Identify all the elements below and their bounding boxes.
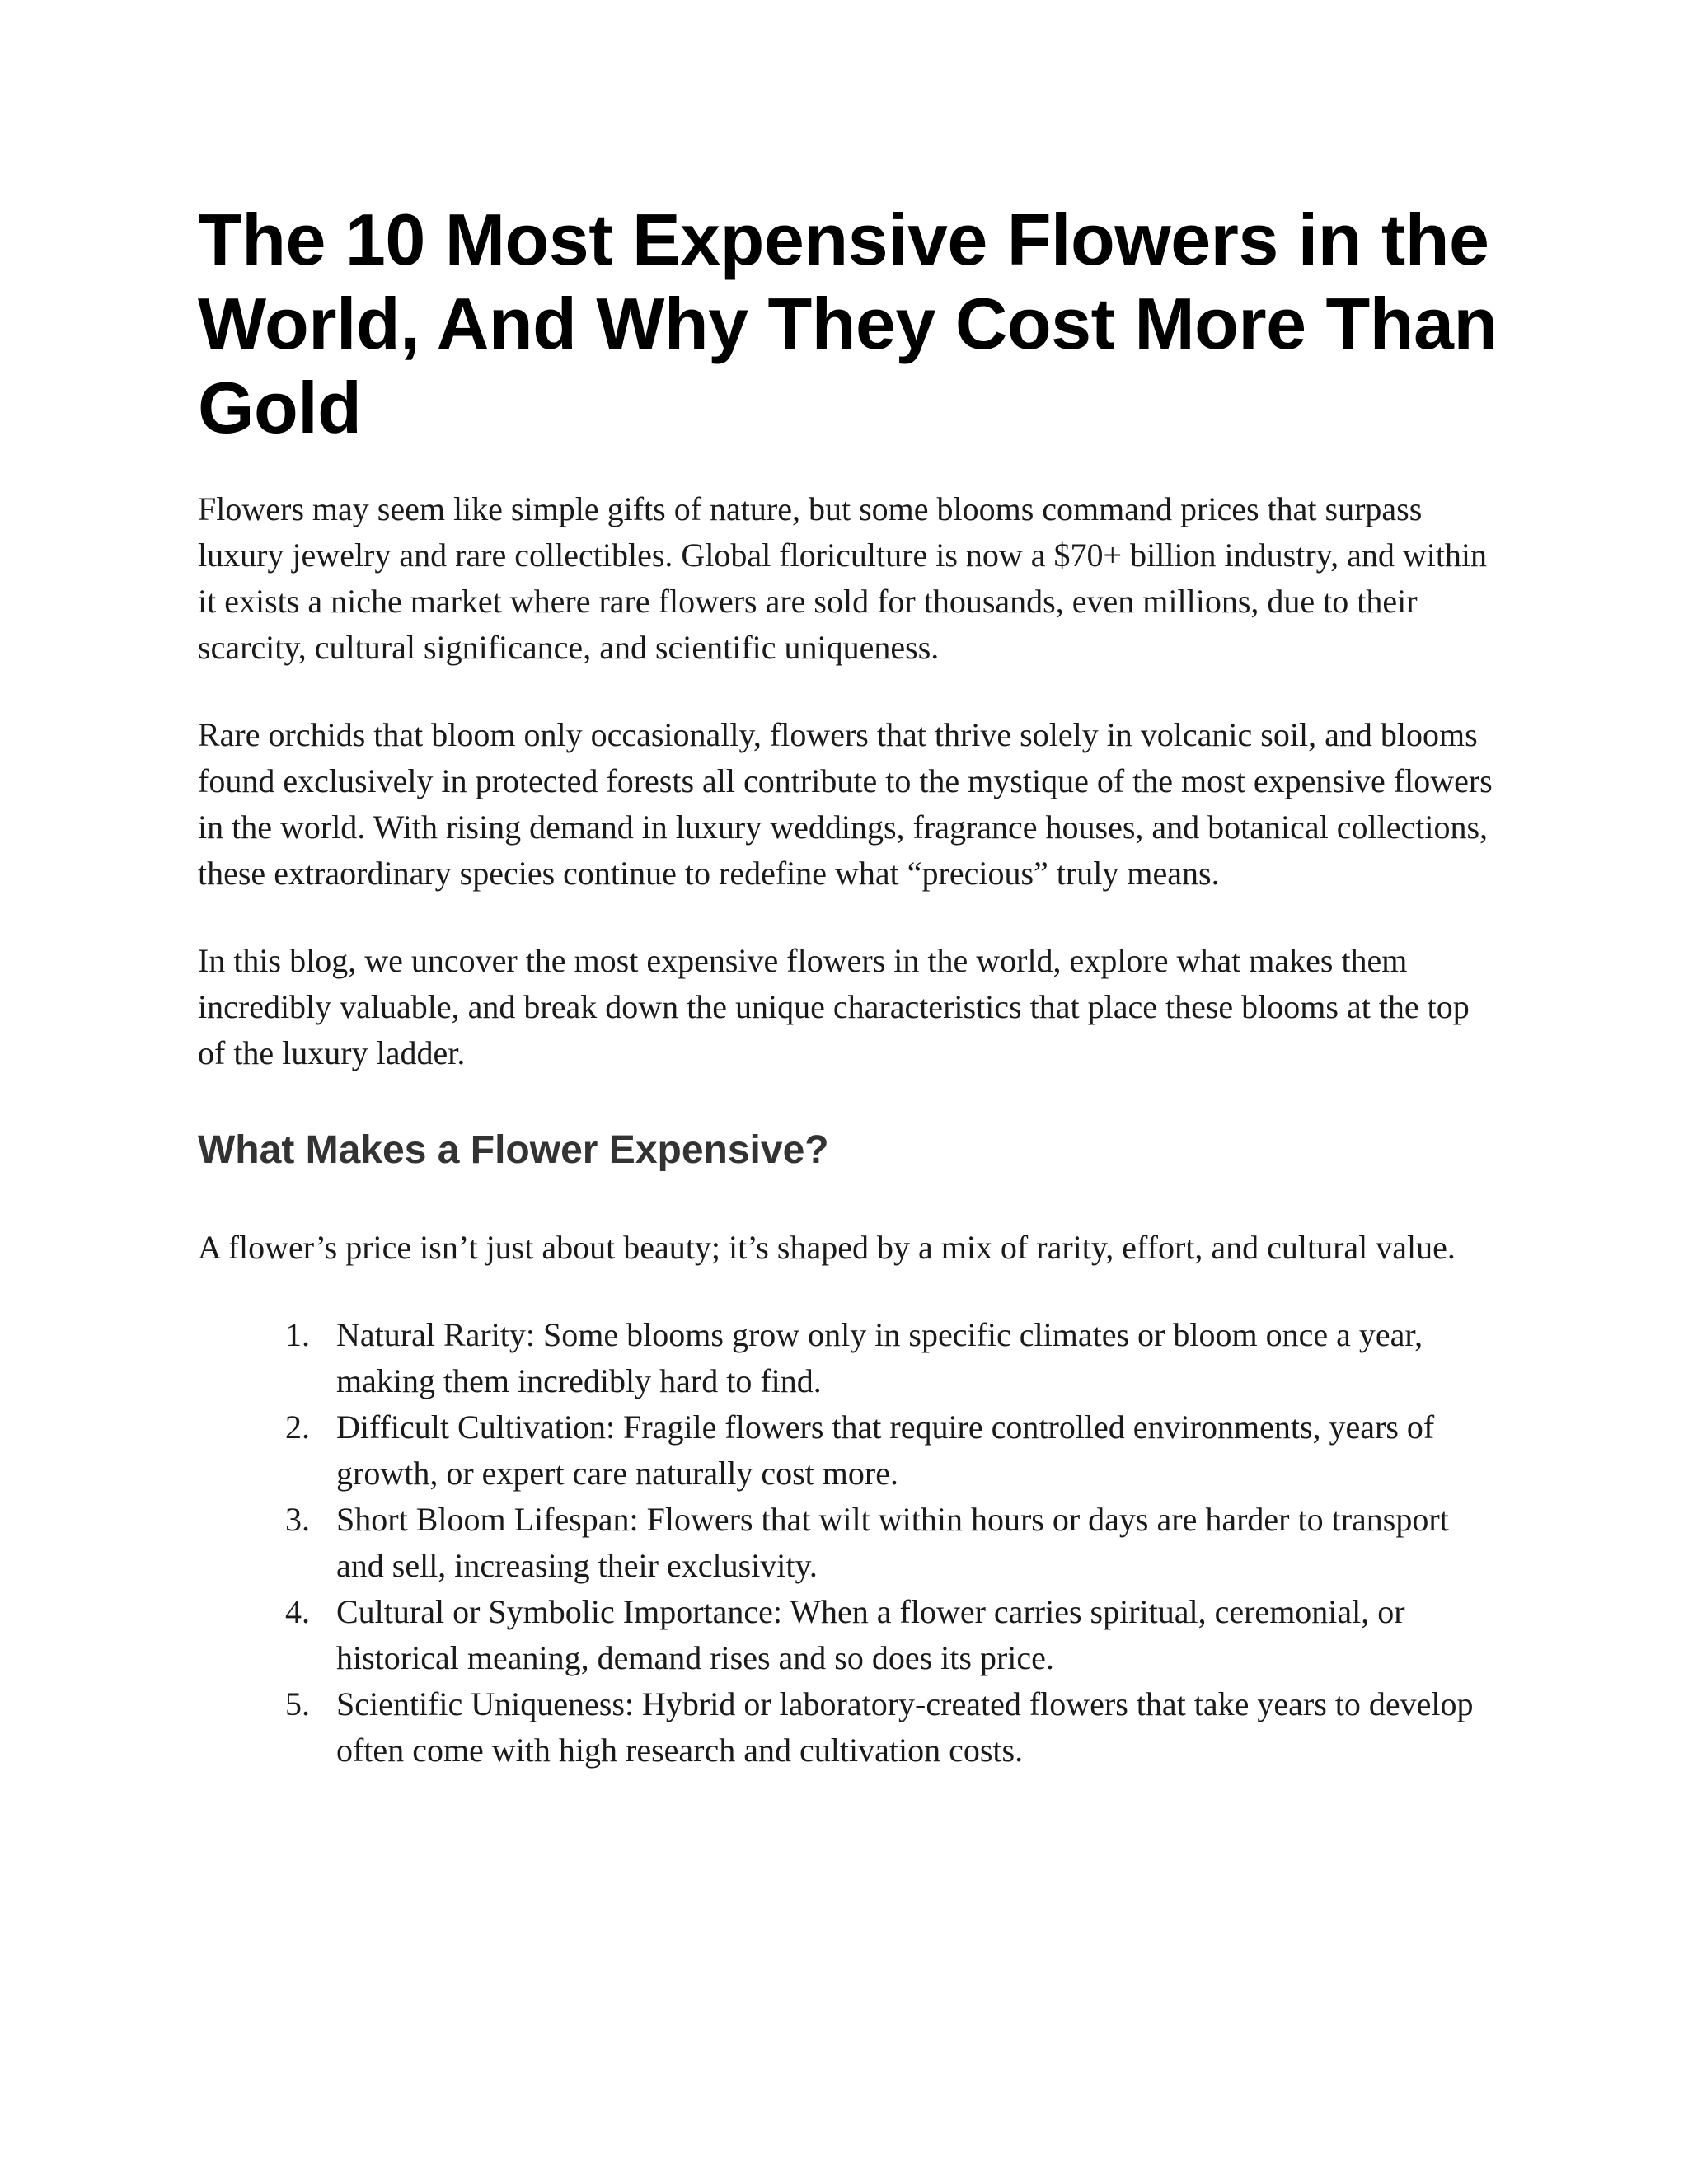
section-heading: What Makes a Flower Expensive?: [198, 1128, 829, 1172]
section-lead-paragraph: A flower’s price isn’t just about beauty; it’s shaped by a mix of rarity, effort, and cultural value.: [198, 1229, 1456, 1266]
list-item-number: 5.: [285, 1685, 310, 1722]
list-item-number: 1.: [285, 1316, 310, 1353]
article-title: The 10 Most Expensive Flowers in the World, And Why They Cost More Than Gold: [198, 199, 1498, 448]
list-item: [198, 1497, 1500, 1589]
list-item-number: 4.: [285, 1593, 310, 1630]
intro-paragraph-1: Flowers may seem like simple gifts of nature, but some blooms command prices that surpass luxury jewelry and rare collectibles. Global floriculture is now a $70+ billion industry, and within it exists a niche market where rare flowers are sold for thousands, even millions, due to their scarcity, cultural significance, and scientific uniqueness.: [198, 490, 1488, 666]
list-item: [198, 1589, 1500, 1681]
list-item: [198, 1681, 1500, 1774]
list-item-text: Difficult Cultivation: Fragile flowers that require controlled environments, years of growth, or expert care naturally cost more.: [336, 1408, 1435, 1492]
list-item-number: 2.: [285, 1408, 310, 1446]
list-item-text: Natural Rarity: Some blooms grow only in specific climates or bloom once a year, making them incredibly hard to find.: [336, 1316, 1423, 1399]
list-item-text: Scientific Uniqueness: Hybrid or laboratory-created flowers that take years to develop often come with high research and cultivation costs.: [336, 1685, 1474, 1769]
intro-paragraph-3: In this blog, we uncover the most expensive flowers in the world, explore what makes them incredibly valuable, and break down the unique characteristics that place these blooms at the top of the luxury ladder.: [198, 942, 1470, 1071]
factors-list: [198, 1312, 1500, 1774]
list-item-number: 3.: [285, 1501, 310, 1538]
list-item: [198, 1404, 1500, 1497]
list-item: [198, 1312, 1500, 1404]
list-item-text: Cultural or Symbolic Importance: When a flower carries spiritual, ceremonial, or historical meaning, demand rises and so does its price.: [336, 1593, 1405, 1676]
list-item-text: Short Bloom Lifespan: Flowers that wilt within hours or days are harder to transport and sell, increasing their exclusivity.: [336, 1501, 1449, 1584]
document-page: [198, 198, 1500, 1774]
intro-paragraph-2: Rare orchids that bloom only occasionally, flowers that thrive solely in volcanic soil, and blooms found exclusively in protected forests all contribute to the mystique of the most expensive flowers in the world. With rising demand in luxury weddings, fragrance houses, and botanical collections, these extraordinary species continue to redefine what “precious” truly means.: [198, 716, 1493, 892]
